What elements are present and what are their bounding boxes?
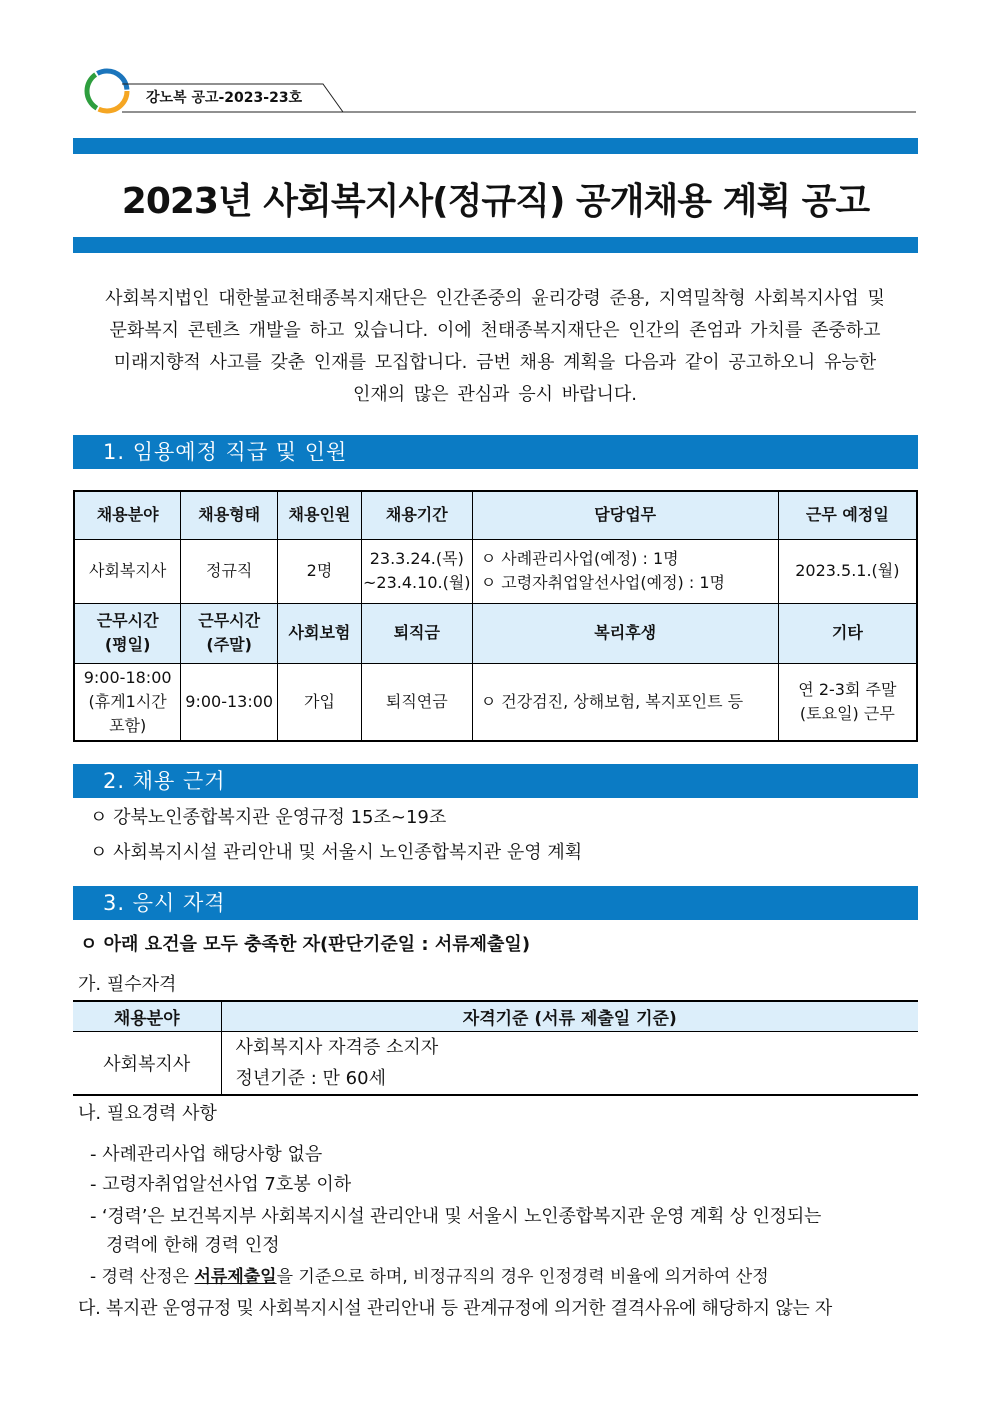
career-calc-emphasis: 서류제출일	[194, 1267, 277, 1287]
career-item: - 사례관리사업 해당사항 없음	[90, 1144, 323, 1165]
career-item-continued: 경력에 한해 경력 인정	[106, 1235, 280, 1256]
cell-duty	[472, 539, 778, 603]
header-weekend-hours-line: (주말)	[206, 635, 252, 654]
header-etc: 기타	[778, 603, 917, 663]
document-number: 강노복 공고-2023-23호	[146, 90, 303, 106]
etc-line: 연 2-3회 주말	[798, 679, 897, 699]
career-calc-rule	[90, 1262, 769, 1287]
header-tab-line	[80, 80, 920, 116]
header-retirement: 퇴직금	[361, 603, 472, 663]
cell-field: 사회복지사	[74, 539, 181, 603]
cell-count: 2명	[278, 539, 362, 603]
basis-item: ㅇ 강북노인종합복지관 운영규정 15조~19조	[90, 807, 447, 828]
header-welfare: 복리후생	[472, 603, 778, 663]
header-start-date: 근무 예정일	[778, 491, 917, 539]
cell-weekend-hours: 9:00-13:00	[181, 663, 278, 741]
cell-welfare: ㅇ 건강검진, 상해보험, 복지포인트 등	[472, 663, 778, 741]
weekday-hours-line: 포함)	[109, 715, 147, 735]
cell-period	[361, 539, 472, 603]
table-row	[74, 491, 917, 539]
section-2-heading: 2. 채용 근거	[73, 764, 918, 798]
intro-paragraph	[80, 283, 910, 411]
career-calc-prefix: - 경력 산정은	[90, 1267, 195, 1287]
intro-line: 인재의 많은 관심과 응시 바랍니다.	[352, 384, 638, 405]
career-item: - 고령자취업알선사업 7호봉 이하	[90, 1174, 352, 1195]
table-row	[74, 539, 917, 603]
header-field: 채용분야	[73, 1001, 221, 1031]
period-start: 23.3.24.(목)	[369, 549, 464, 568]
intro-line: 사회복지법인 대한불교천태종복지재단은 인간존중의 윤리강령 준용, 지역밀착형 사회복지사업 및	[105, 288, 885, 309]
period-end: ~23.4.10.(월)	[363, 573, 471, 592]
weekday-hours-line: (휴게1시간	[88, 691, 167, 711]
header-type: 채용형태	[181, 491, 278, 539]
intro-line: 미래지향적 사고를 갖춘 인재를 모집합니다. 금번 채용 계획을 다음과 같이 공고하오니 유능한	[113, 352, 877, 373]
header-field: 채용분야	[74, 491, 181, 539]
career-calc-suffix: 을 기준으로 하며, 비정규직의 경우 인정경력 비율에 의거하여 산정	[276, 1267, 769, 1287]
criteria-item: 정년기준 : 만 60세	[235, 1067, 386, 1089]
sub-heading-disqualification: 다. 복지관 운영규정 및 사회복지시설 관리안내 등 관계규정에 의거한 결격사유에 해당하지 않는 자	[78, 1298, 832, 1319]
header-count: 채용인원	[278, 491, 362, 539]
header-weekend-hours-line: 근무시간	[198, 611, 261, 630]
table-row	[74, 603, 917, 663]
cell-criteria	[221, 1031, 918, 1095]
career-item: - ‘경력’은 보건복지부 사회복지시설 관리안내 및 서울시 노인종합복지관 운영 계획 상 인정되는	[90, 1206, 822, 1227]
recruitment-table	[73, 490, 918, 742]
table-row	[73, 1001, 918, 1031]
header-weekend-hours	[181, 603, 278, 663]
header-duty: 담당업무	[472, 491, 778, 539]
cell-etc	[778, 663, 917, 741]
title-top-bar	[73, 138, 918, 154]
sub-heading-required: 가. 필수자격	[78, 974, 177, 995]
cell-type: 정규직	[181, 539, 278, 603]
cell-insurance: 가입	[278, 663, 362, 741]
cell-retirement: 퇴직연금	[361, 663, 472, 741]
header-weekday-hours-line: 근무시간	[96, 611, 159, 630]
table-row	[74, 663, 917, 741]
page-title: 2023년 사회복지사(정규직) 공개채용 계획 공고	[121, 181, 870, 222]
section-1-heading: 1. 임용예정 직급 및 인원	[73, 435, 918, 469]
section-3-heading: 3. 응시 자격	[73, 886, 918, 920]
title-bottom-bar	[73, 237, 918, 253]
duty-item: ㅇ 고령자취업알선사업(예정) : 1명	[480, 573, 725, 592]
weekday-hours-line: 9:00-18:00	[83, 667, 172, 687]
qualification-lead: ㅇ 아래 요건을 모두 충족한 자(판단기준일 : 서류제출일)	[80, 934, 531, 955]
header-weekday-hours-line: (평일)	[104, 635, 151, 654]
header-period: 채용기간	[361, 491, 472, 539]
intro-line: 문화복지 콘텐츠 개발을 하고 있습니다. 이에 천태종복지재단은 인간의 존엄과 가치를 존중하고	[109, 320, 881, 341]
table-row	[73, 1031, 918, 1095]
header-insurance: 사회보험	[278, 603, 362, 663]
header-weekday-hours	[74, 603, 181, 663]
cell-start-date: 2023.5.1.(월)	[778, 539, 917, 603]
header-criteria: 자격기준 (서류 제출일 기준)	[221, 1001, 918, 1031]
cell-weekday-hours	[74, 663, 181, 741]
etc-line: (토요일) 근무	[799, 703, 895, 723]
qualification-table	[73, 1000, 918, 1096]
criteria-item: 사회복지사 자격증 소지자	[235, 1036, 439, 1058]
basis-item: ㅇ 사회복지시설 관리안내 및 서울시 노인종합복지관 운영 계획	[90, 842, 583, 863]
sub-heading-career: 나. 필요경력 사항	[78, 1103, 217, 1124]
duty-item: ㅇ 사례관리사업(예정) : 1명	[480, 549, 679, 568]
cell-field: 사회복지사	[73, 1031, 221, 1095]
